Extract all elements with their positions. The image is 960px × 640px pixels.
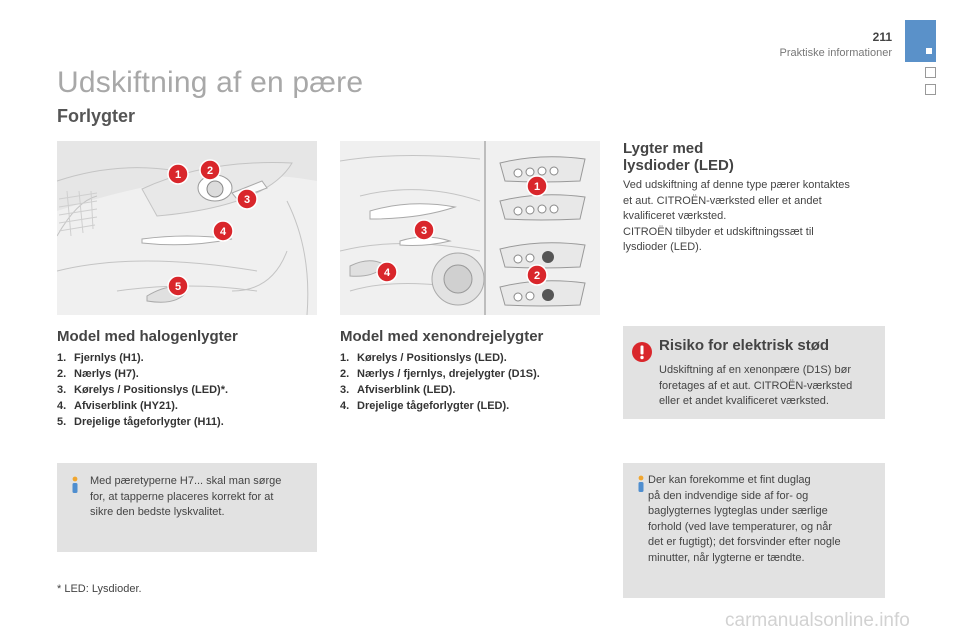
footnote: * LED: Lysdioder. bbox=[57, 583, 142, 595]
text-line: CITROËN tilbyder et udskiftningssæt til bbox=[623, 225, 814, 238]
text-line: eller et andet kvalificeret værksted. bbox=[659, 395, 829, 407]
warning-text bbox=[659, 363, 879, 410]
marker-2-icon bbox=[527, 265, 547, 285]
marker-1-icon bbox=[527, 176, 547, 196]
text-line: sikre den bedste lyskvalitet. bbox=[90, 506, 225, 518]
marker-4-icon bbox=[213, 221, 233, 241]
list-item: 5. Drejelige tågeforlygter (H11). bbox=[57, 416, 224, 428]
svg-text:5: 5 bbox=[174, 281, 182, 293]
section-tab-empty-2[interactable] bbox=[925, 84, 936, 95]
tab-marker-icon bbox=[926, 48, 932, 54]
led-heading-line: lysdioder (LED) bbox=[623, 157, 734, 174]
led-heading-line: Lygter med bbox=[623, 140, 704, 157]
section-label: Praktiske informationer bbox=[779, 47, 892, 59]
text-line: minutter, når lygterne er tændte. bbox=[648, 551, 805, 564]
list-item: 1. Kørelys / Positionslys (LED). bbox=[340, 352, 507, 364]
list-item: 2. Nærlys (H7). bbox=[57, 368, 139, 380]
svg-text:3: 3 bbox=[420, 225, 428, 237]
text-line: kvalificeret værksted. bbox=[623, 210, 727, 222]
marker-2-icon bbox=[200, 160, 220, 180]
text-line: forhold (ved lave temperaturer, og når bbox=[648, 520, 833, 533]
text-line: foretages af et aut. CITROËN-værksted bbox=[659, 379, 853, 392]
warning-title: Risiko for elektrisk stød bbox=[659, 337, 830, 354]
text-line: Der kan forekomme et fint duglag bbox=[648, 474, 811, 486]
led-text bbox=[623, 178, 885, 256]
svg-text:4: 4 bbox=[219, 226, 227, 238]
electric-shock-warning-box bbox=[623, 326, 885, 419]
marker-3-icon bbox=[414, 220, 434, 240]
marker-5-icon bbox=[168, 276, 188, 296]
svg-text:1: 1 bbox=[174, 169, 182, 181]
text-line: lysdioder (LED). bbox=[623, 241, 702, 253]
svg-text:1: 1 bbox=[533, 181, 541, 193]
list-item: 4. Afviserblink (HY21). bbox=[57, 400, 178, 412]
text-line: Udskiftning af en xenonpære (D1S) bør bbox=[659, 364, 851, 376]
info-icon bbox=[633, 475, 649, 493]
xenon-headlight-photo bbox=[340, 141, 600, 315]
xenon-heading: Model med xenondrejelygter bbox=[340, 328, 544, 345]
text-line: for, at tapperne placeres korrekt for at bbox=[90, 490, 274, 503]
marker-1-icon bbox=[168, 164, 188, 184]
text-line: Ved udskiftning af denne type pærer kontaktes bbox=[623, 179, 850, 191]
text-line: et aut. CITROËN-værksted eller et andet bbox=[623, 194, 822, 207]
info-icon bbox=[67, 476, 83, 494]
list-item: 1. Fjernlys (H1). bbox=[57, 352, 144, 364]
svg-text:2: 2 bbox=[206, 165, 214, 177]
marker-4-icon bbox=[377, 262, 397, 282]
page-title: Udskiftning af en pære bbox=[57, 66, 364, 99]
section-tab-active[interactable] bbox=[905, 20, 936, 62]
section-subtitle: Forlygter bbox=[57, 106, 136, 126]
halogen-headlight-photo bbox=[57, 141, 317, 315]
list-item: 4. Drejelige tågeforlygter (LED). bbox=[340, 400, 510, 412]
halogen-info-box bbox=[57, 463, 317, 552]
text-line: på den indvendige side af for- og bbox=[648, 489, 809, 502]
condensation-info-box bbox=[623, 463, 885, 598]
svg-text:4: 4 bbox=[383, 267, 391, 279]
warning-exclamation-icon bbox=[631, 341, 653, 363]
halogen-heading: Model med halogenlygter bbox=[57, 328, 238, 345]
halogen-list bbox=[57, 350, 317, 430]
list-item: 3. Kørelys / Positionslys (LED)*. bbox=[57, 384, 229, 396]
svg-text:3: 3 bbox=[243, 194, 251, 206]
list-item: 2. Nærlys / fjernlys, drejelygter (D1S). bbox=[340, 368, 540, 380]
watermark: carmanualsonline.info bbox=[725, 610, 910, 631]
list-item: 3. Afviserblink (LED). bbox=[340, 384, 456, 396]
text-line: det er fugtigt); det forsvinder efter nogle bbox=[648, 536, 841, 548]
info-text bbox=[90, 474, 310, 521]
info-text bbox=[648, 473, 882, 566]
svg-text:2: 2 bbox=[533, 270, 541, 282]
xenon-list bbox=[340, 350, 600, 414]
section-tab-empty-1[interactable] bbox=[925, 67, 936, 78]
text-line: Med pæretyperne H7... skal man sørge bbox=[90, 475, 282, 487]
text-line: baglygternes lygteglas under særlige bbox=[648, 505, 828, 517]
led-heading bbox=[623, 140, 843, 174]
page-number: 211 bbox=[872, 30, 892, 44]
marker-3-icon bbox=[237, 189, 257, 209]
